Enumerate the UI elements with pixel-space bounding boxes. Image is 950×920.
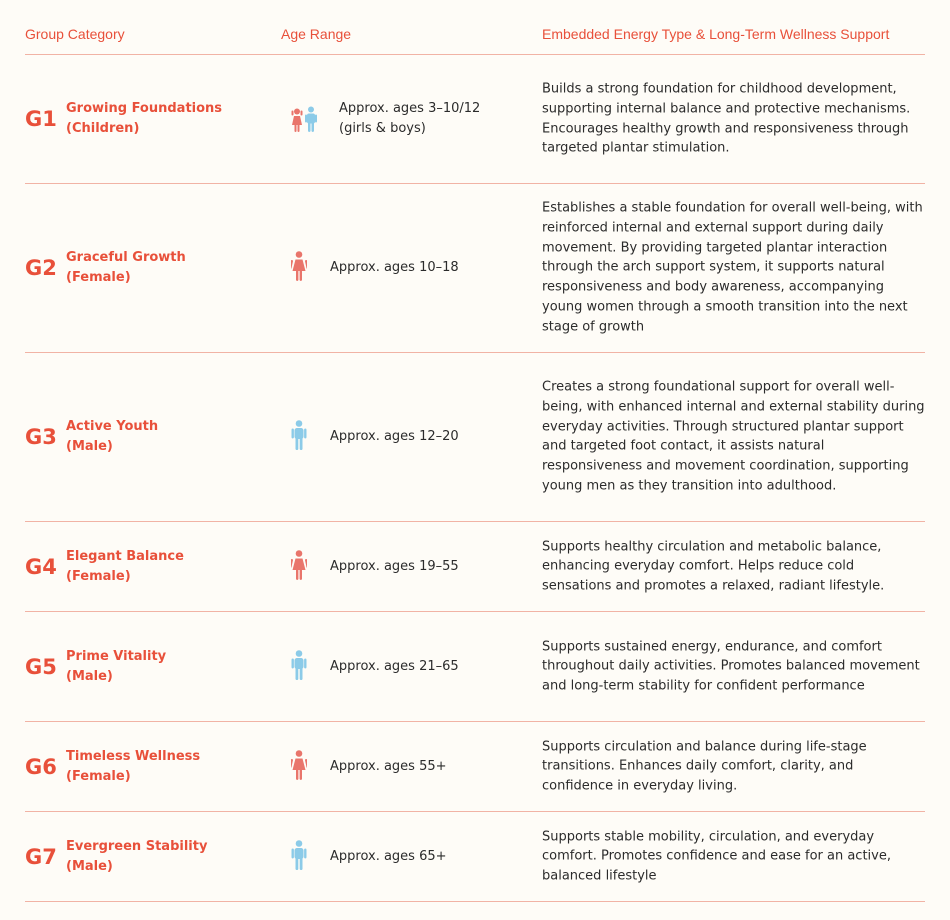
wellness-description: Creates a strong foundational support for overall well-being, with enhanced internal and external stability during everyday activities. Through structured plantar support and targeted foot contact, it assists natural responsiveness and movement coordination, supporting young men as they transition into adulthood.	[542, 379, 925, 494]
age-range: Approx. ages 21–65	[330, 658, 459, 674]
male-icon	[291, 844, 307, 870]
age-range: Approx. ages 19–55	[330, 558, 459, 574]
female-icon	[291, 754, 307, 780]
girl-icon	[291, 108, 303, 132]
group-name	[66, 99, 222, 139]
group-code: G2	[25, 256, 57, 280]
group-name	[66, 248, 186, 288]
group-name	[66, 647, 166, 687]
header-group-category: Group Category	[25, 26, 125, 42]
group-subtitle: (Female)	[66, 568, 131, 584]
wellness-description: Supports stable mobility, circulation, and everyday comfort. Promotes confidence and ease for an active, balanced lifestyle	[542, 828, 891, 884]
table-row-g4	[25, 522, 925, 612]
male-icon	[291, 424, 307, 450]
group-code: G4	[25, 554, 57, 579]
header-age-range: Age Range	[281, 26, 352, 42]
wellness-description: Builds a strong foundation for childhood development, supporting internal balance and protective mechanisms. Encourages healthy growth and responsiveness through targeted plantar stimulation.	[542, 81, 911, 156]
wellness-description: Supports sustained energy, endurance, and comfort throughout daily activities. Promotes balanced movement and long-term stability for confident performance	[542, 638, 920, 694]
header-wellness-support: Embedded Energy Type & Long-Term Wellness Support	[542, 26, 890, 42]
group-subtitle: (Female)	[66, 270, 131, 285]
group-name	[66, 837, 207, 877]
age-range: Approx. ages 10–18	[330, 260, 459, 275]
group-title: Evergreen Stability	[66, 838, 208, 854]
group-title: Timeless Wellness	[66, 748, 201, 764]
group-code: G5	[25, 654, 57, 679]
table-row-g5	[25, 612, 925, 722]
group-title: Prime Vitality	[66, 648, 167, 664]
table-row-g3	[25, 353, 925, 522]
age-range: Approx. ages 12–20	[330, 429, 459, 444]
male-icon	[291, 654, 307, 680]
table-row-g6	[25, 722, 925, 812]
age-group-table	[25, 0, 925, 902]
boy-icon	[305, 106, 317, 132]
group-name	[66, 547, 184, 587]
group-subtitle: (Children)	[66, 121, 140, 136]
wellness-description: Establishes a stable foundation for overall well-being, with reinforced internal and external support during daily movement. By providing targeted plantar interaction through the arch support system, it supports natural responsiveness and body awareness, accompanying young women through a smooth transition into the next stage of growth	[542, 200, 923, 335]
group-title: Elegant Balance	[66, 548, 184, 564]
wellness-description: Supports healthy circulation and metabolic balance, enhancing everyday comfort. Helps reduce cold sensations and promotes a relaxed, radiant lifestyle.	[542, 538, 885, 594]
age-range	[339, 99, 480, 139]
age-range-note: (girls & boys)	[339, 121, 426, 136]
group-title: Growing Foundations	[66, 101, 223, 116]
group-name	[66, 747, 200, 787]
age-range: Approx. ages 55+	[330, 758, 447, 774]
group-title: Graceful Growth	[66, 250, 186, 265]
group-code: G3	[25, 425, 57, 449]
group-code: G7	[25, 844, 57, 869]
age-range: Approx. ages 65+	[330, 848, 447, 864]
table-row-g2	[25, 184, 925, 353]
female-icon	[291, 554, 307, 580]
group-subtitle: (Male)	[66, 668, 113, 684]
group-subtitle: (Male)	[66, 858, 113, 874]
wellness-description: Supports circulation and balance during life-stage transitions. Enhances daily comfort, clarity, and confidence in everyday living.	[542, 738, 867, 794]
table-row-g7	[25, 812, 925, 902]
female-icon	[291, 255, 307, 281]
group-code: G1	[25, 107, 57, 131]
group-code: G6	[25, 754, 57, 779]
group-subtitle: (Female)	[66, 768, 131, 784]
group-name	[66, 417, 158, 457]
table-header	[25, 0, 925, 55]
age-range-text: Approx. ages 3–10/12	[339, 101, 481, 116]
group-title: Active Youth	[66, 419, 159, 434]
table-row-g1	[25, 55, 925, 184]
group-subtitle: (Male)	[66, 439, 113, 454]
girl-and-boy-icon	[291, 106, 317, 132]
